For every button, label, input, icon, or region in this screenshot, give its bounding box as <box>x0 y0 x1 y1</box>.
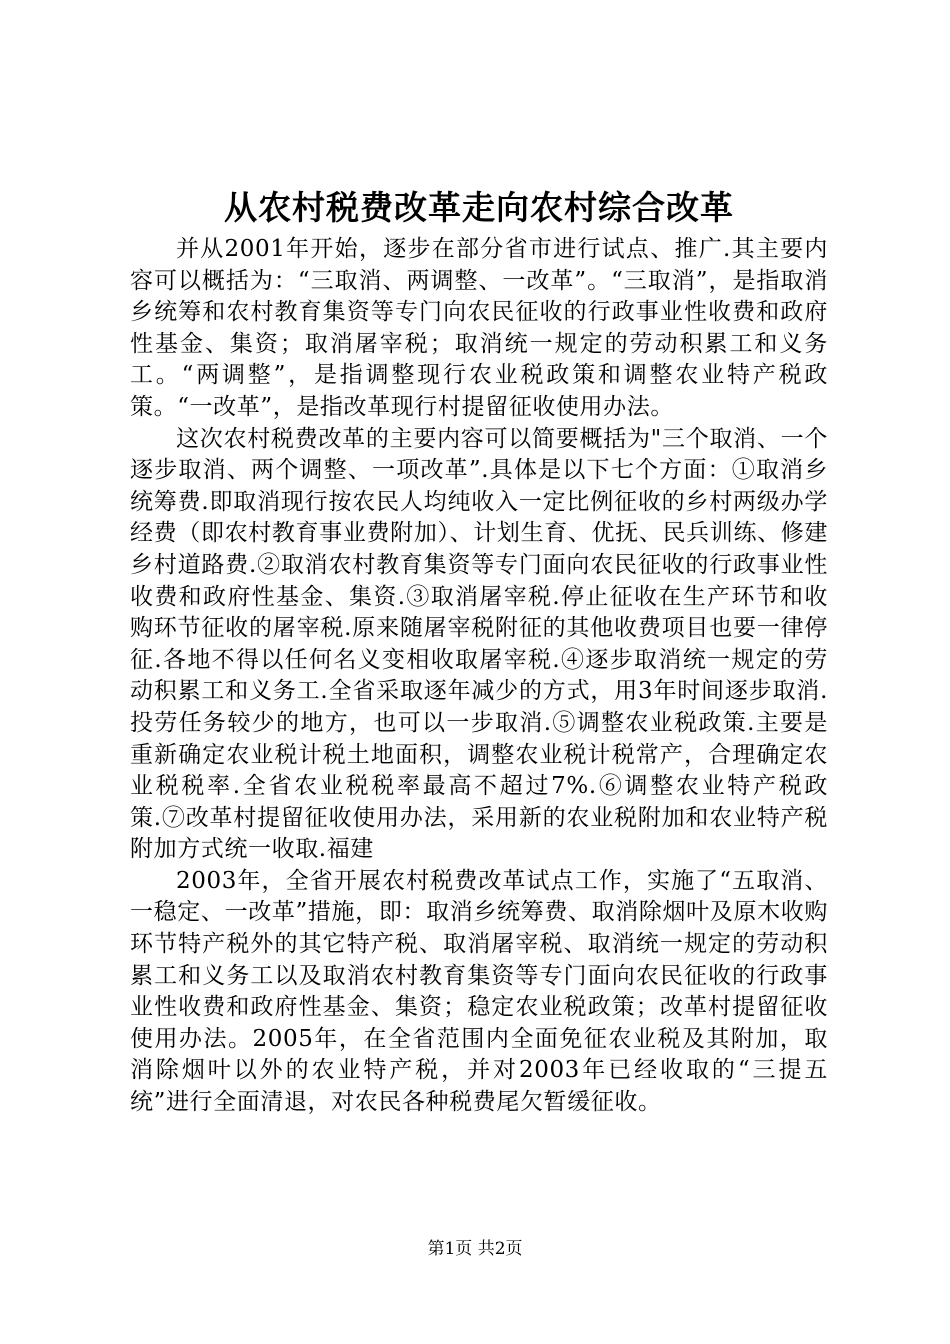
document-title: 从农村税费改革走向农村综合改革 <box>224 188 734 227</box>
paragraph-2: 这次农村税费改革的主要内容可以简要概括为"三个取消、一个逐步取消、两个调整、一项改革”.具体是以下七个方面：①取消乡统筹费.即取消现行按农民人均纯收入一定比例征收的乡村两级办学经费（即农村教育事业费附加）、计划生育、优抚、民兵训练、修建乡村道路费.②取消农村教育集资等专门面向农民征收的行政事业性收费和政府性基金、集资.③取消屠宰税.停止征收在生产环节和收购环节征收的屠宰税.原来随屠宰税附征的其他收费项目也要一律停征.各地不得以任何名义变相收取屠宰税.④逐步取消统一规定的劳动积累工和义务工.全省采取逐年减少的方式，用3年时间逐步取消.投劳任务较少的地方，也可以一步取消.⑤调整农业税政策.主要是重新确定农业税计税土地面积，调整农业税计税常产，合理确定农业税税率.全省农业税税率最高不超过7%.⑥调整农业特产税政策.⑦改革村提留征收使用办法，采用新的农业税附加和农业特产税附加方式统一收取.福建 <box>130 425 828 863</box>
paragraph-1: 并从2001年开始，逐步在部分省市进行试点、推广.其主要内容可以概括为：“三取消、两调整、一改革”。“三取消”，是指取消乡统筹和农村教育集资等专门向农民征收的行政事业性收费和政府性基金、集资；取消屠宰税；取消统一规定的劳动积累工和义务工。“两调整”，是指调整现行农业税政策和调整农业特产税政策。“一改革”，是指改革现行村提留征收使用办法。 <box>130 236 828 420</box>
document-page <box>130 186 828 1119</box>
paragraph-3: 2003年，全省开展农村税费改革试点工作，实施了“五取消、一稳定、一改革”措施，即：取消乡统筹费、取消除烟叶及原木收购环节特产税外的其它特产税、取消屠宰税、取消统一规定的劳动积累工和义务工以及取消农村教育集资等专门面向农民征收的行政事业性收费和政府性基金、集资；稳定农业税政策；改革村提留征收使用办法。2005年，在全省范围内全面免征农业税及其附加，取消除烟叶以外的农业特产税，并对2003年已经收取的“三提五统”进行全面清退，对农民各种税费尾欠暂缓征收。 <box>130 867 828 1116</box>
page-number-footer: 第1页 共2页 <box>427 1239 523 1259</box>
